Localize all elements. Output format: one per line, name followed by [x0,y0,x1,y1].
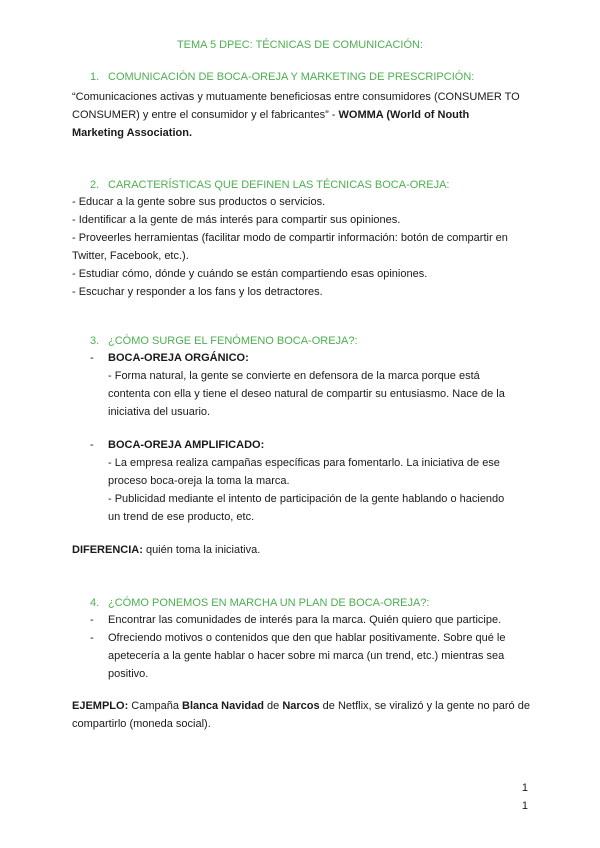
organic-title: BOCA-OREJA ORGÁNICO: [108,352,249,364]
section-2-list [72,193,534,301]
list-item: - Escuchar y responder a los fans y los detractores. [72,286,323,298]
list-item: - Estudiar cómo, dónde y cuándo se están compartiendo esas opiniones. [72,268,428,280]
list-item: - Educar a la gente sobre sus productos o servicios. [72,196,326,208]
organic-block: - BOCA-OREJA ORGÁNICO: - Forma natural, la gente se convierte en defensora de la marca porque está contenta con ella y tiene el deseo natural de compartir su entusiasmo. Nace de la iniciativa del usuario. [90,352,505,418]
amplified-title: BOCA-OREJA AMPLIFICADO: [108,439,265,451]
page-number: 1 [521,800,528,812]
list-item: - Identificar a la gente de más interés para compartir sus opiniones. [72,214,401,226]
section-1 [72,68,534,86]
section-4-heading: 4. ¿CÓMO PONEMOS EN MARCHA UN PLAN DE BOCA-OREJA?: [90,597,430,609]
section-1-number: 1. [90,71,100,83]
page-title: TEMA 5 DPEC: TÉCNICAS DE COMUNICACIÓN: [176,39,424,51]
section-2-heading: 2. CARACTERÍSTICAS QUE DEFINEN LAS TÉCNICAS BOCA-OREJA: [90,179,450,191]
list-item: Twitter, Facebook, etc.). [72,250,189,262]
list-item: - Proveerles herramientas (facilitar modo de compartir información: botón de compartir en [72,232,508,244]
section-3 [72,332,534,350]
amplified-block: - BOCA-OREJA AMPLIFICADO: - La empresa realiza campañas específicas para fomentarlo. La iniciativa de ese proceso boca-oreja la toma la marca. - Publicidad mediante el intento de participación de la gente hablando o haciendo un trend de ese producto, etc. [90,439,505,523]
section-4-list [72,611,534,683]
page-number: 1 [521,782,528,794]
list-item: - Ofreciendo motivos o contenidos que den que hablar positivamente. Sobre qué le apetecería a la gente hablar o hacer sobre mi marca (un trend, etc.) mientras sea positivo. [90,632,506,680]
section-3-heading: 3. ¿CÓMO SURGE EL FENÓMENO BOCA-OREJA?: [90,335,358,347]
section-4 [72,594,534,612]
section-2 [72,176,534,194]
example-paragraph: EJEMPLO: Campaña Blanca Navidad de Narcos de Netflix, se viralizó y la gente no paró de compartirlo (moneda social). [72,700,530,730]
list-item: - Encontrar las comunidades de interés para la marca. Quién quiero que participe. [90,614,502,626]
section-1-quote: “Comunicaciones activas y mutuamente beneficiosas entre consumidores (CONSUMER TO CONSUMER) y entre el consumidor y el fabricantes” - WOMMA (World of Nouth Marketing Association. [72,91,520,139]
difference-line: DIFERENCIA: quién toma la iniciativa. [72,544,261,556]
section-1-heading: 1. COMUNICACIÓN DE BOCA-OREJA Y MARKETING DE PRESCRIPCIÓN: [72,68,534,86]
